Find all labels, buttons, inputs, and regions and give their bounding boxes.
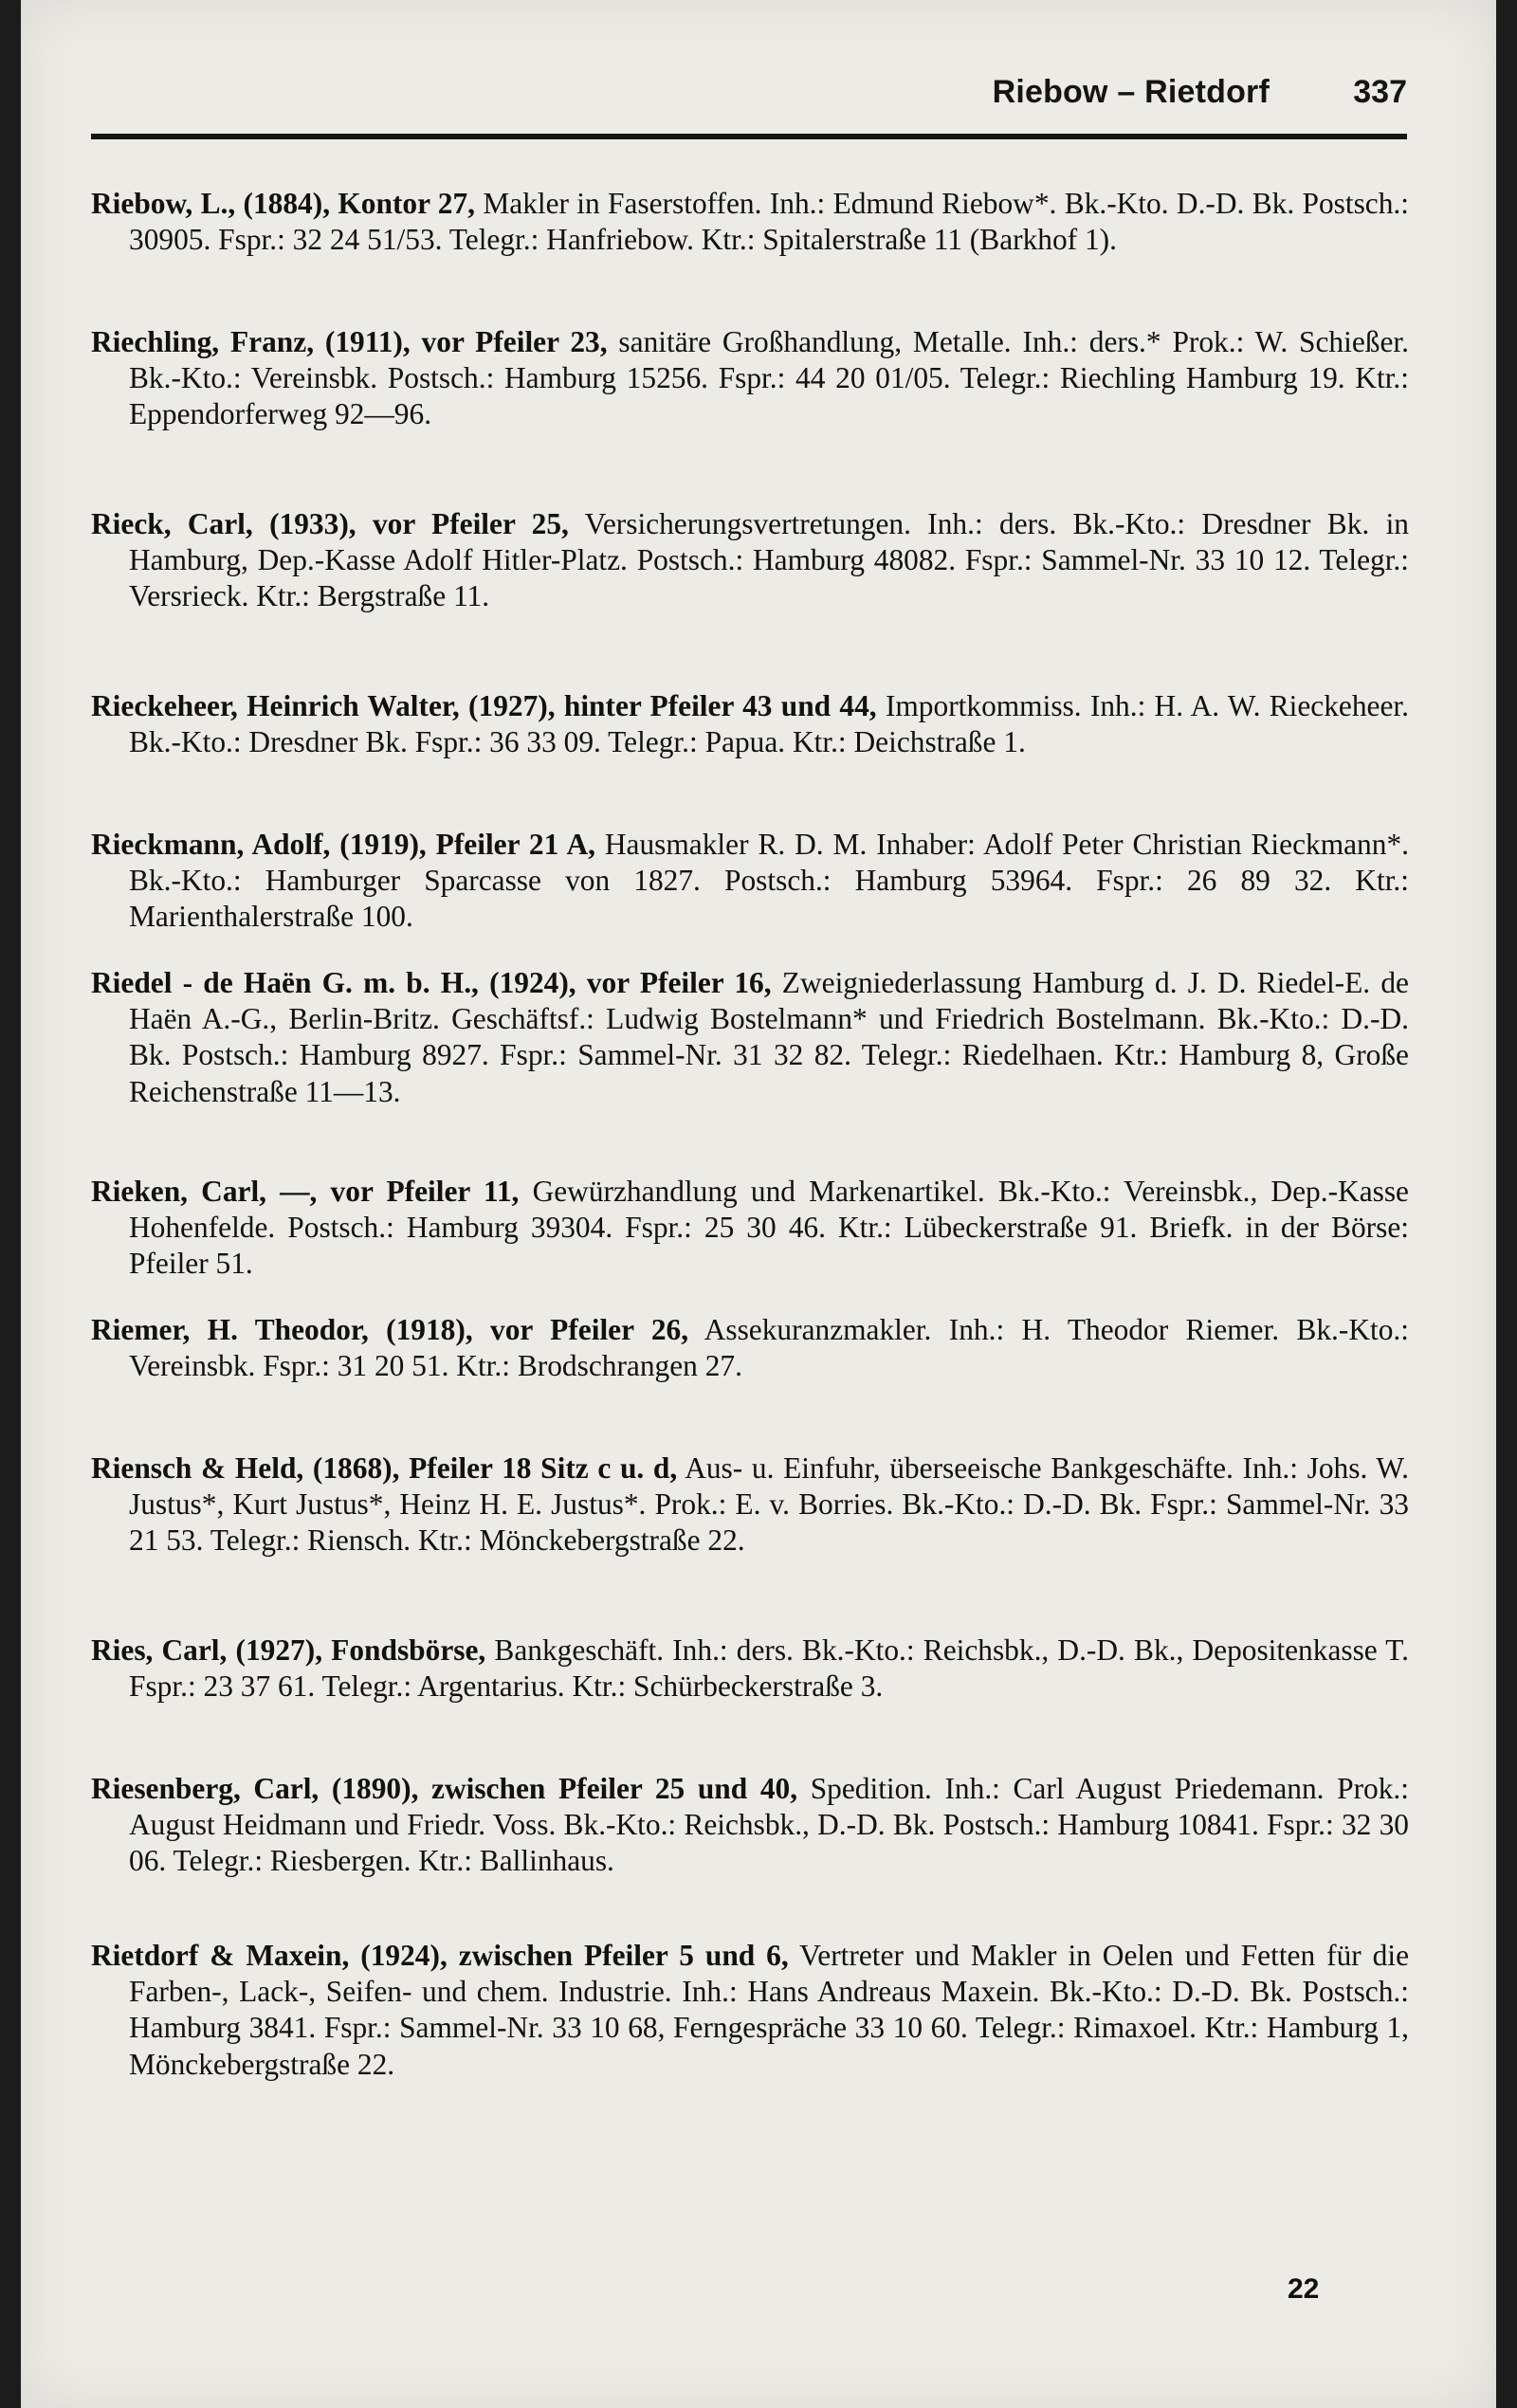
entry-list [91, 186, 1409, 2124]
entry-name: Riensch & Held, (1868), Pfeiler 18 Sitz c u. d, [91, 1451, 678, 1485]
entry-name: Rieckmann, Adolf, (1919), Pfeiler 21 A, [91, 828, 595, 861]
entry-text: Aus- u. Einfuhr, überseeische Bankgeschäfte. Inh.: Johs. W. Justus*, Kurt Justus*, Heinz H. E. Justus*. Prok.: E. v. Borries. Bk.-Kto.: D.-D. Bk. Fspr.: Sammel-Nr. 33 21 53. Telegr.: Riensch. Ktr.: Mönckebergstraße 22. [129, 1451, 1409, 1558]
entry-text: Assekuranzmakler. Inh.: H. Theodor Riemer. Bk.-Kto.: Vereinsbk. Fspr.: 31 20 51. Ktr.: Brodschrangen 27. [129, 1313, 1410, 1383]
header-rule [91, 134, 1407, 139]
page-header [91, 74, 1407, 131]
entry-name: Riechling, Franz, (1911), vor Pfeiler 23, [91, 325, 608, 358]
entry-text: Versicherungsvertretungen. Inh.: ders. Bk.-Kto.: Dresdner Bk. in Hamburg, Dep.-Kasse Adolf Hitler-Platz. Postsch.: Hamburg 48082. Fspr.: Sammel-Nr. 33 10 12. Telegr.: Versrieck. Ktr.: Bergstraße 11. [129, 507, 1410, 613]
directory-entry [91, 1771, 1409, 1938]
entry-text: Vertreter und Makler in Oelen und Fetten für die Farben-, Lack-, Seifen- und chem. Industrie. Inh.: Hans Andreaus Maxein. Bk.-Kto.: D.-D. Bk. Postsch.: Hamburg 3841. Fspr.: Sammel-Nr. 33 10 68, Ferngespräche 33 10 60. Telegr.: Rimaxoel. Ktr.: Hamburg 1, Mönckebergstraße 22. [129, 1939, 1410, 2081]
entry-text: Bankgeschäft. Inh.: ders. Bk.-Kto.: Reichsbk., D.-D. Bk., Depositenkasse T. Fspr.: 23 37 61. Telegr.: Argentarius. Ktr.: Schürbeckerstraße 3. [129, 1633, 1409, 1704]
directory-entry [91, 827, 1409, 965]
running-title: Riebow – Rietdorf [992, 74, 1270, 110]
entry-name: Riesenberg, Carl, (1890), zwischen Pfeiler 25 und 40, [91, 1772, 798, 1805]
entry-text: Makler in Faserstoffen. Inh.: Edmund Riebow*. Bk.-Kto. D.-D. Bk. Postsch.: 30905. Fspr.: 32 24 51/53. Telegr.: Hanfriebow. Ktr.: Spitalerstraße 11 (Barkhof 1). [129, 187, 1409, 257]
entry-name: Riemer, H. Theodor, (1918), vor Pfeiler 26, [91, 1313, 689, 1346]
directory-page [21, 0, 1496, 2408]
entry-text: Zweigniederlassung Hamburg d. J. D. Riedel-E. de Haën A.-G., Berlin-Britz. Geschäftsf.: Ludwig Bostelmann* und Friedrich Bostelmann. Bk.-Kto.: D.-D. Bk. Postsch.: Hamburg 8927. Fspr.: Sammel-Nr. 31 32 82. Telegr.: Riedelhaen. Ktr.: Hamburg 8, Große Reichenstraße 11—13. [129, 966, 1409, 1108]
entry-text: Gewürzhandlung und Markenartikel. Bk.-Kto.: Vereinsbk., Dep.-Kasse Hohenfelde. Postsch.: Hamburg 39304. Fspr.: 25 30 46. Ktr.: Lübeckerstraße 91. Briefk. in der Börse: Pfeiler 51. [129, 1175, 1409, 1281]
entry-name: Ries, Carl, (1927), Fondsbörse, [91, 1633, 486, 1667]
directory-entry [91, 506, 1409, 688]
entry-name: Rieckeheer, Heinrich Walter, (1927), hinter Pfeiler 43 und 44, [91, 689, 877, 722]
page-number: 337 [1353, 74, 1407, 110]
entry-text: Hausmakler R. D. M. Inhaber: Adolf Peter Christian Rieckmann*. Bk.-Kto.: Hamburger Sparcasse von 1827. Postsch.: Hamburg 53964. Fspr.: 26 89 32. Ktr.: Marienthalerstraße 100. [129, 828, 1409, 934]
entry-name: Rieck, Carl, (1933), vor Pfeiler 25, [91, 507, 569, 540]
entry-text: sanitäre Großhandlung, Metalle. Inh.: ders.* Prok.: W. Schießer. Bk.-Kto.: Vereinsbk. Postsch.: Hamburg 15256. Fspr.: 44 20 01/05. Telegr.: Riechling Hamburg 19. Ktr.: Eppendorferweg 92—96. [129, 325, 1409, 431]
directory-entry [91, 1633, 1409, 1771]
signature-mark: 22 [1288, 2273, 1320, 2305]
entry-name: Riedel - de Haën G. m. b. H., (1924), vor Pfeiler 16, [91, 966, 772, 999]
directory-entry [91, 1174, 1409, 1312]
directory-entry [91, 1938, 1409, 2124]
directory-entry [91, 186, 1409, 324]
directory-entry [91, 1450, 1409, 1633]
entry-text: Spedition. Inh.: Carl August Priedemann. Prok.: August Heidmann und Friedr. Voss. Bk.-Kto.: Reichsbk., D.-D. Bk. Postsch.: Hamburg 10841. Fspr.: 32 30 06. Telegr.: Riesbergen. Ktr.: Ballinhaus. [129, 1772, 1409, 1878]
directory-entry [91, 324, 1409, 506]
directory-entry [91, 1312, 1409, 1450]
directory-entry [91, 965, 1409, 1174]
entry-name: Riebow, L., (1884), Kontor 27, [91, 187, 476, 220]
entry-text: Importkommiss. Inh.: H. A. W. Rieckeheer. Bk.-Kto.: Dresdner Bk. Fspr.: 36 33 09. Telegr.: Papua. Ktr.: Deichstraße 1. [129, 689, 1409, 759]
directory-entry [91, 688, 1409, 827]
entry-name: Rietdorf & Maxein, (1924), zwischen Pfeiler 5 und 6, [91, 1939, 789, 1972]
entry-name: Rieken, Carl, —, vor Pfeiler 11, [91, 1175, 520, 1208]
